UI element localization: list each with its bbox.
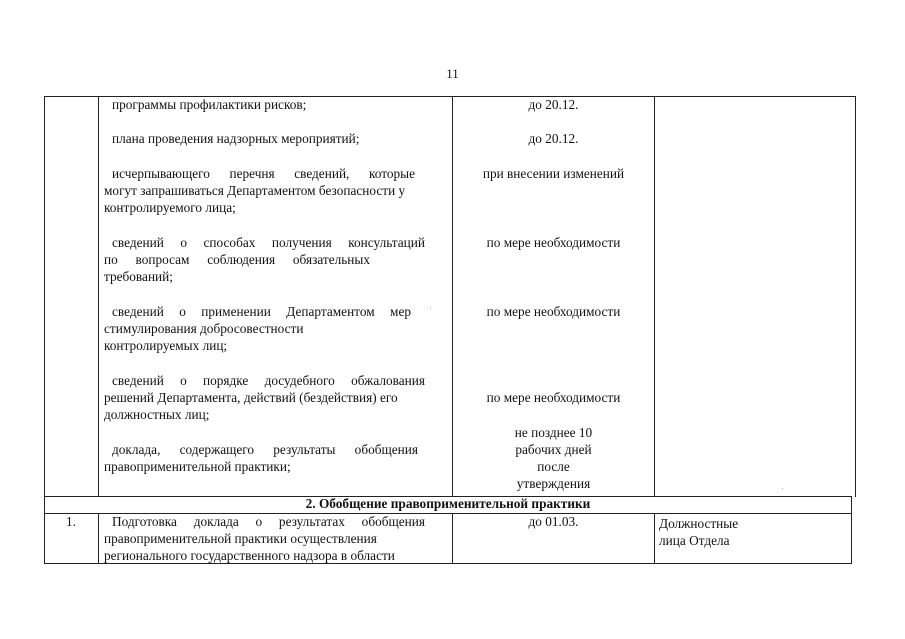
scan-speck	[430, 307, 431, 308]
item-term: до 20.12.	[528, 97, 579, 112]
row-text: правоприменительной практики осуществления	[104, 531, 377, 546]
page-number: 11	[446, 66, 459, 81]
item-term: рабочих дней	[515, 442, 592, 457]
item-text: требований;	[104, 269, 173, 284]
col-left-border	[44, 96, 45, 564]
item-term: утверждения	[516, 476, 591, 491]
row-text: регионального государственного надзора в области	[104, 548, 395, 563]
item-text: правоприменительной практики;	[104, 459, 291, 474]
item-term: не позднее 10	[514, 425, 593, 440]
row-term: до 01.03.	[528, 514, 579, 529]
col-right-border	[855, 96, 856, 497]
item-text: контролируемых лиц;	[104, 338, 228, 353]
col-divider-number	[98, 96, 99, 497]
item-term: до 20.12.	[528, 131, 579, 146]
item-text: стимулирования добросовестности	[104, 321, 304, 336]
item-text: должностных лиц;	[104, 407, 210, 422]
item-text: контролируемого лица;	[104, 200, 236, 215]
row-responsible: лица Отдела	[659, 533, 730, 548]
item-text: сведений о порядке досудебного обжалования	[112, 373, 425, 388]
col-divider-responsible	[654, 96, 655, 497]
item-term: по мере необходимости	[486, 235, 621, 250]
item-term: по мере необходимости	[486, 304, 621, 319]
item-term: по мере необходимости	[486, 390, 621, 405]
item-text: могут запрашиваться Департаментом безопасности у	[104, 183, 406, 198]
scan-speck	[782, 488, 783, 489]
item-text: исчерпывающего перечня сведений, которые	[112, 166, 415, 181]
item-text: решений Департамента, действий (бездействия) его	[104, 390, 398, 405]
item-text: плана проведения надзорных мероприятий;	[112, 131, 360, 146]
item-term: при внесении изменений	[482, 166, 625, 181]
row-responsible: Должностные	[659, 516, 739, 531]
row-number: 1.	[66, 514, 76, 529]
col-divider-responsible	[654, 513, 655, 564]
item-term: после	[537, 459, 570, 474]
item-text: сведений о способах получения консультаций	[112, 235, 425, 250]
section-title: 2. Обобщение правоприменительной практики	[305, 496, 591, 511]
item-text: сведений о применении Департаментом мер	[112, 304, 411, 319]
col-divider-number	[98, 513, 99, 564]
item-text: программы профилактики рисков;	[112, 97, 307, 112]
item-text: по вопросам соблюдения обязательных	[104, 252, 370, 267]
row-text: Подготовка доклада о результатах обобщения	[112, 514, 425, 529]
item-text: доклада, содержащего результаты обобщения	[112, 442, 418, 457]
